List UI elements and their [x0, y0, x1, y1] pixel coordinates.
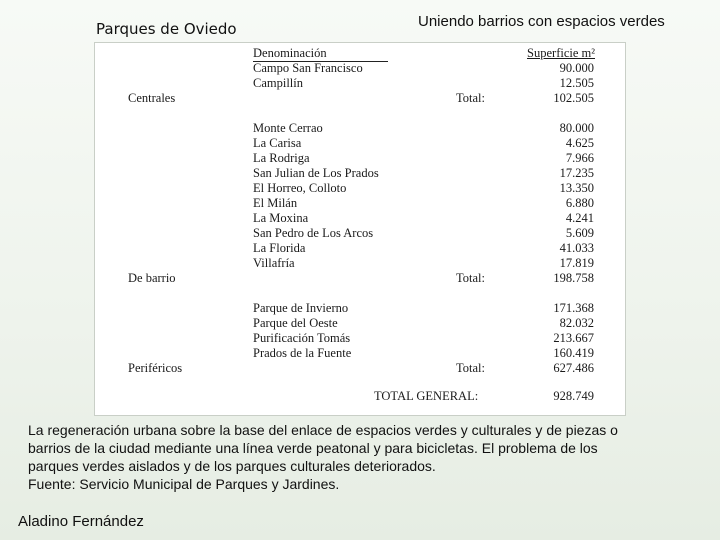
park-name: La Rodriga [253, 151, 310, 165]
park-name: Campo San Francisco [253, 61, 363, 75]
park-name: Parque de Invierno [253, 301, 349, 315]
park-surface: 213.667 [553, 331, 594, 345]
group-label: Periféricos [128, 361, 183, 375]
park-surface: 41.033 [559, 241, 594, 255]
park-name: Campillín [253, 76, 303, 90]
slide-subtitle: Uniendo barrios con espacios verdes [418, 13, 665, 30]
park-name: San Pedro de Los Arcos [253, 226, 374, 240]
park-surface: 6.880 [565, 196, 594, 210]
park-name: Monte Cerrao [253, 121, 323, 135]
description-line: parques verdes aislados y de los parques culturales deteriorados. [28, 458, 436, 474]
park-name: Purificación Tomás [253, 331, 351, 345]
park-surface: 7.966 [565, 151, 594, 165]
park-surface: 82.032 [559, 316, 594, 330]
group-label: De barrio [128, 271, 176, 285]
author-name: Aladino Fernández [18, 513, 144, 530]
group-total-label: Total: [456, 91, 485, 105]
grand-total-value: 928.749 [553, 389, 594, 403]
park-surface: 13.350 [559, 181, 594, 195]
park-surface: 4.241 [565, 211, 594, 225]
park-surface: 90.000 [559, 61, 594, 75]
column-header-surface: Superficie m² [527, 46, 595, 60]
park-name: Villafría [253, 256, 295, 270]
parks-table [94, 42, 626, 416]
source-line: Fuente: Servicio Municipal de Parques y Jardines. [28, 476, 340, 492]
park-surface: 4.625 [565, 136, 594, 150]
park-surface: 12.505 [559, 76, 594, 90]
description-text [28, 421, 698, 493]
park-name: Parque del Oeste [253, 316, 338, 330]
park-surface: 17.235 [559, 166, 594, 180]
park-name: El Milán [253, 196, 298, 210]
park-name: La Florida [253, 241, 306, 255]
park-name: La Carisa [253, 136, 302, 150]
slide-title: Parques de Oviedo [96, 20, 237, 38]
park-surface: 80.000 [559, 121, 594, 135]
park-surface: 160.419 [553, 346, 594, 360]
park-name: San Julian de Los Prados [253, 166, 379, 180]
park-surface: 17.819 [559, 256, 594, 270]
group-total-value: 627.486 [553, 361, 594, 375]
group-label: Centrales [128, 91, 176, 105]
group-total-label: Total: [456, 271, 485, 285]
park-name: La Moxina [253, 211, 309, 225]
park-surface: 5.609 [565, 226, 594, 240]
description-line: barrios de la ciudad mediante una línea verde peatonal y para bicicletas. El problema de los [28, 440, 598, 456]
park-surface: 171.368 [553, 301, 594, 315]
description-line: La regeneración urbana sobre la base del enlace de espacios verdes y culturales y de piezas o [28, 422, 618, 438]
park-name: Prados de la Fuente [253, 346, 352, 360]
group-total-value: 198.758 [553, 271, 594, 285]
park-name: El Horreo, Colloto [253, 181, 347, 195]
group-total-label: Total: [456, 361, 485, 375]
column-header-name: Denominación [253, 46, 388, 62]
grand-total-label: TOTAL GENERAL: [374, 389, 479, 403]
group-total-value: 102.505 [553, 91, 594, 105]
